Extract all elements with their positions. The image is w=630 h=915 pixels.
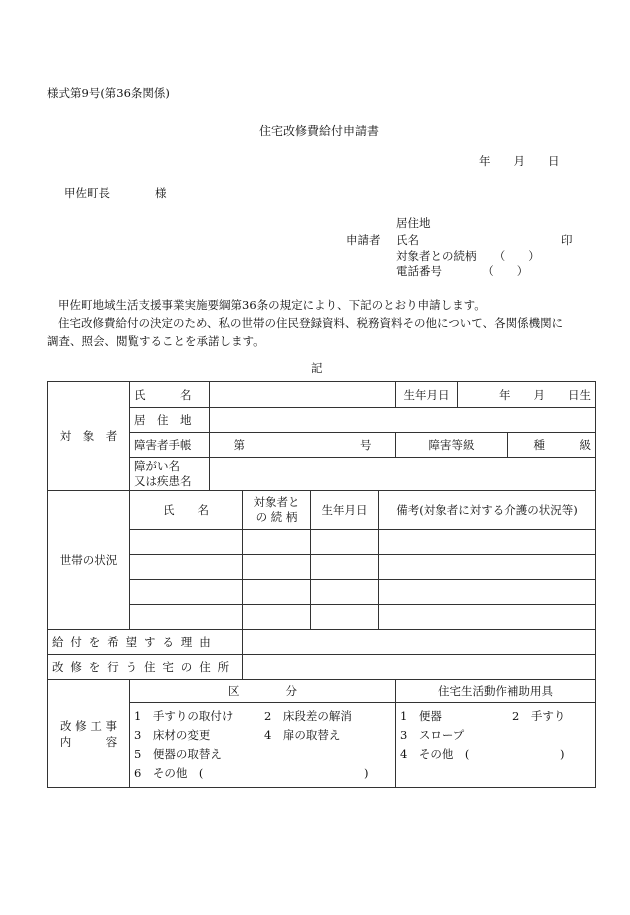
aid-item-slope[interactable]: 3 スロープ [400,728,465,742]
disability-input[interactable] [210,458,596,491]
hh-birth-header: 生年月日 [311,491,379,530]
grade-value[interactable]: 種 級 [508,433,596,458]
household-row [48,555,596,580]
hh-remarks-cell[interactable] [379,580,596,605]
handbook-value[interactable]: 第 号 [210,433,396,458]
hh-remarks-cell[interactable] [379,555,596,580]
disability-label [130,458,210,491]
birth-label: 生年月日 [396,382,458,408]
household-row [48,605,596,630]
work-item-handrail[interactable]: 1 手すりの取付け [134,709,234,723]
hh-name-cell[interactable] [130,530,243,555]
work-item-floor[interactable]: 3 床材の変更 [134,728,211,742]
aid-item-other[interactable]: 4 その他 ( [400,747,470,761]
category-header: 区 分 [130,680,396,703]
work-items-cell [130,703,396,788]
applicant-name: 氏名 [396,233,419,247]
addressee: 甲佐町長 [64,186,110,200]
page-title: 住宅改修費給付申請書 [259,124,380,138]
birth-value[interactable]: 年 月 日生 [458,382,596,408]
aids-header: 住宅生活動作補助用具 [396,680,596,703]
work-item-other[interactable]: 6 その他 ( [134,766,204,780]
paragraph-2-line-2: 調査、照会、閲覧することを承諾します。 [47,334,265,348]
applicant-phone: 電話番号 （ ） [396,264,529,278]
aid-item-handrail[interactable]: 2 手すり [512,709,566,723]
applicant-relation: 対象者との続柄 （ ） [396,249,540,263]
reason-label: 給付を希望する理由 [48,630,243,655]
house-address-input[interactable] [243,655,596,680]
aid-item-row [400,707,591,726]
hh-birth-cell[interactable] [311,580,379,605]
hh-birth-cell[interactable] [311,530,379,555]
hh-name-header: 氏 名 [130,491,243,530]
work-item-other-close: ) [364,766,369,780]
work-item-toilet[interactable]: 5 便器の取替え [134,747,222,761]
work-item-door[interactable]: 4 扉の取替え [264,728,341,742]
hh-relation-header [243,491,311,530]
hh-relation-header-line-1: 対象者と [253,495,300,509]
name-input[interactable] [210,382,396,408]
reason-input[interactable] [243,630,596,655]
seal-mark: 印 [561,233,573,247]
aid-item-toilet[interactable]: 1 便器 [400,709,442,723]
paragraph-2-line-1: 住宅改修費給付の決定のため、私の世帯の住民登録資料、税務資料その他について、各関係機関に [58,316,564,330]
disability-label-line-2: 又は疾患名 [134,474,192,488]
applicant-address: 居住地 [396,216,431,230]
form-number: 様式第9号(第36条関係) [47,86,170,100]
aid-item-row [400,745,591,764]
aid-items-cell [396,703,596,788]
aid-item-row [400,726,591,745]
addressee-suffix: 様 [155,186,167,200]
name-label: 氏 名 [130,382,210,408]
applicant-label: 申請者 [346,233,381,247]
hh-relation-header-line-2: の 続 柄 [255,510,298,524]
handbook-label: 障害者手帳 [130,433,210,458]
household-row [48,580,596,605]
hh-relation-cell[interactable] [243,555,311,580]
hh-name-cell[interactable] [130,605,243,630]
hh-name-cell[interactable] [130,580,243,605]
address-input[interactable] [210,408,596,433]
aid-item-other-close: ) [560,747,565,761]
hh-birth-cell[interactable] [311,605,379,630]
hh-remarks-cell[interactable] [379,605,596,630]
application-table [47,381,596,788]
work-item-step[interactable]: 2 床段差の解消 [264,709,352,723]
hh-relation-cell[interactable] [243,580,311,605]
hh-remarks-cell[interactable] [379,530,596,555]
work-header-line-1: 改 修 工 事 [60,718,117,733]
disability-label-line-1: 障がい名 [134,459,180,473]
hh-relation-cell[interactable] [243,605,311,630]
paragraph-1: 甲佐町地域生活支援事業実施要綱第36条の規定により、下記のとおり申請します。 [58,298,486,312]
hh-name-cell[interactable] [130,555,243,580]
subject-header: 対 象 者 [48,382,130,491]
ki-mark: 記 [311,361,323,375]
address-label: 居 住 地 [130,408,210,433]
work-item-row [134,745,391,764]
household-header: 世帯の状況 [48,491,130,630]
work-item-row [134,707,391,726]
hh-relation-cell[interactable] [243,530,311,555]
work-header [48,680,130,788]
house-address-label: 改修を行う住宅の住所 [48,655,243,680]
grade-label: 障害等級 [396,433,508,458]
work-item-row [134,726,391,745]
work-header-line-2: 内 容 [59,734,118,749]
work-item-row [134,764,391,783]
hh-remarks-header: 備考(対象者に対する介護の状況等) [379,491,596,530]
hh-birth-cell[interactable] [311,555,379,580]
date-line: 年 月 日 [479,154,560,168]
household-row [48,530,596,555]
